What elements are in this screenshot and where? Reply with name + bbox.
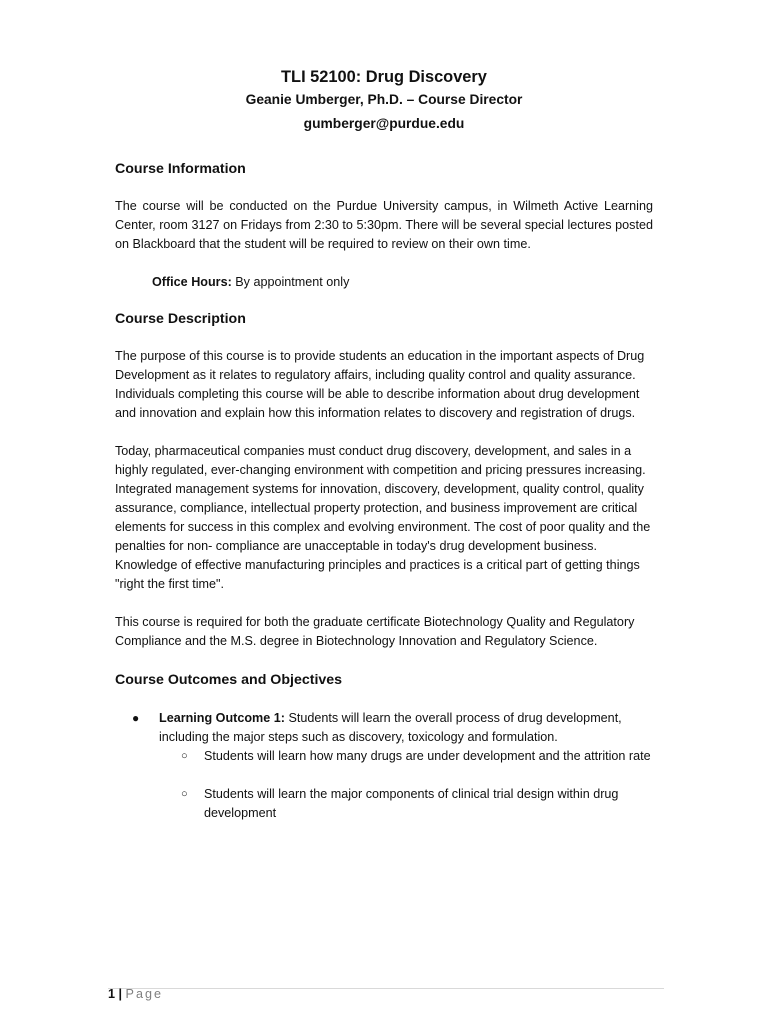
section-heading-course-information: Course Information <box>115 161 246 177</box>
description-paragraph-2: Today, pharmaceutical companies must conduct drug discovery, development, and sales in a highly regulated, ever-changing environment with competition and pricing pressures increasing. Integrated management systems for innovation, discovery, development, quality control, quality assurance, compliance, intellectual property protection, and business improvement are critical elements for success in this complex and evolving environment. The cost of poor quality and the penalties for non- compliance are unacceptable in today's drug development business. Knowledge of effective manufacturing principles and practices is a critical part of getting things "right the first time". <box>115 444 651 591</box>
course-information-paragraph: The course will be conducted on the Purdue University campus, in Wilmeth Active Learning Center, room 3127 on Fridays from 2:30 to 5:30pm. There will be several special lectures posted on Blackboard that the student will be required to review on their own time. <box>115 199 653 251</box>
course-title: TLI 52100: Drug Discovery <box>281 68 487 86</box>
course-director: Geanie Umberger, Ph.D. – Course Director <box>245 92 523 107</box>
page-number: 1 <box>108 987 116 1001</box>
page-footer <box>108 987 664 1001</box>
sub-list-item-1 <box>159 747 653 766</box>
office-hours <box>115 273 653 292</box>
hollow-circle-icon: ○ <box>181 750 188 762</box>
sub-item-text: Students will learn the major components of clinical trial design within drug development <box>204 787 619 820</box>
outcome-text: Students will learn the overall process of drug development, including the major steps such as discovery, toxicology and formulation. <box>159 711 622 744</box>
list-item-outcome-1 <box>114 709 653 823</box>
footer-separator: | <box>115 987 126 1001</box>
hollow-circle-icon: ○ <box>181 788 188 800</box>
footer-page-label <box>108 987 163 1001</box>
office-hours-label: Office Hours: <box>152 275 232 289</box>
sub-list-item-2 <box>159 785 653 823</box>
outcomes-list <box>114 709 653 823</box>
page-word: Page <box>125 987 163 1001</box>
bullet-icon: ● <box>132 711 140 725</box>
office-hours-value: By appointment only <box>231 275 350 289</box>
director-email: gumberger@purdue.edu <box>303 116 465 131</box>
outcome-sublist <box>159 747 653 823</box>
document-body <box>115 66 653 823</box>
section-heading-course-description: Course Description <box>115 311 246 327</box>
outcome-label: Learning Outcome 1: <box>159 711 285 725</box>
sub-item-text: Students will learn how many drugs are under development and the attrition rate <box>204 749 651 763</box>
description-paragraph-3: This course is required for both the graduate certificate Biotechnology Quality and Regulatory Compliance and the M.S. degree in Biotechnology Innovation and Regulatory Science. <box>115 615 635 648</box>
description-paragraph-1: The purpose of this course is to provide students an education in the important aspects of Drug Development as it relates to regulatory affairs, including quality control and quality assurance. Individuals completing this course will be able to describe information about drug development and innovation and explain how this information relates to discovery and registration of drugs. <box>115 349 645 420</box>
section-heading-course-outcomes: Course Outcomes and Objectives <box>115 672 343 688</box>
title-block <box>115 66 653 136</box>
